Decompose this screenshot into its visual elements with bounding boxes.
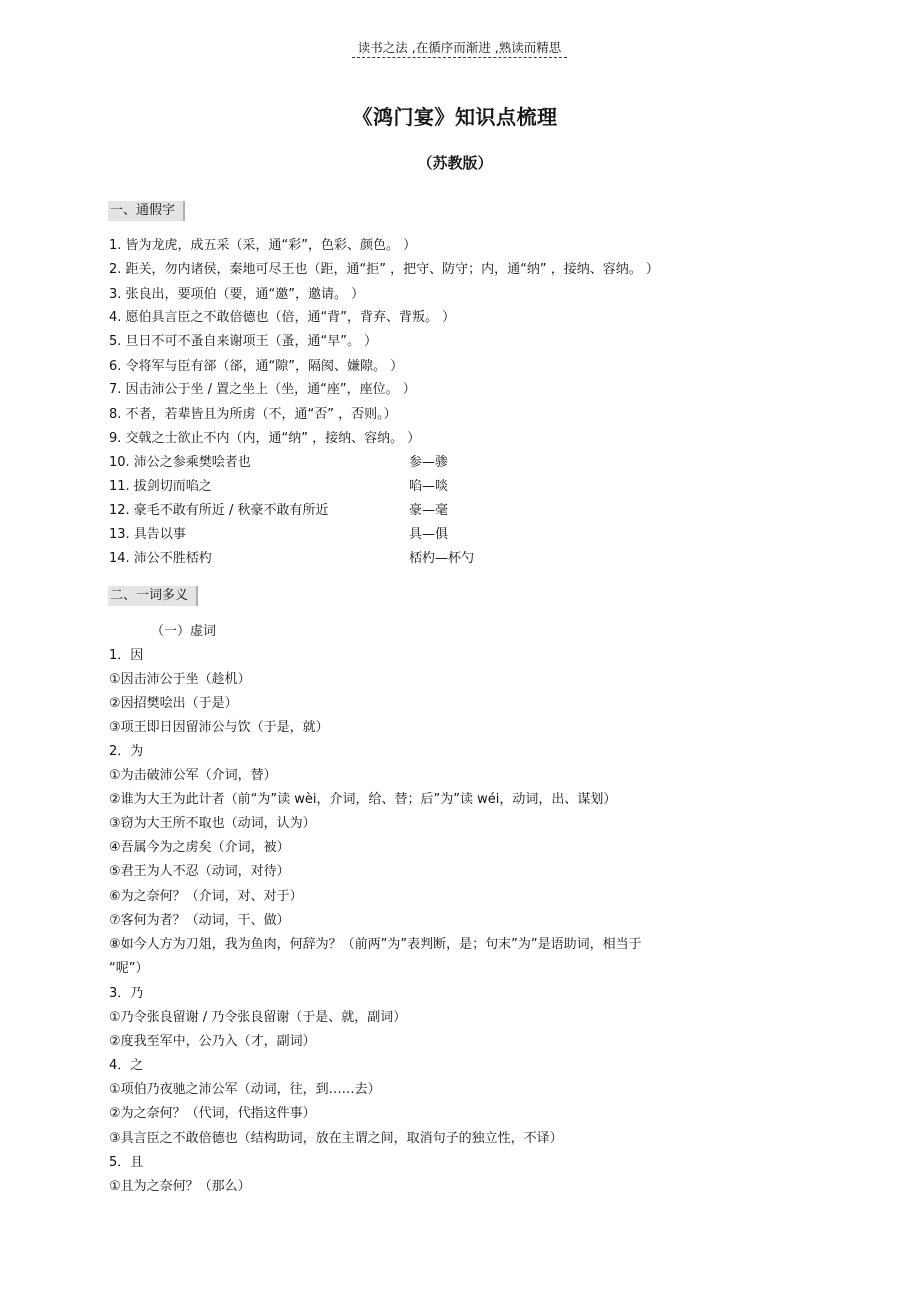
list-item: 3．乃	[109, 986, 144, 1001]
page-header: 读书之法 ,在循序而渐进 ,熟读而精思	[352, 40, 567, 58]
list-item: 12. 豪毛不敢有所近 / 秋豪不敢有所近	[109, 503, 329, 518]
list-item: ⑤君王为人不忍（动词，对待）	[109, 864, 290, 879]
list-item: ②谁为大王为此计者（前“为”读 wèi，介词，给、替；后”为”读 wéi，动词，出、谋划）	[109, 792, 617, 807]
list-item: 4. 愿伯具言臣之不敢倍德也（倍，通“背”，背弃、背叛。 ）	[109, 310, 456, 325]
list-item: 9. 交戟之士欲止不内（内，通“纳” ，接纳、容纳。 ）	[109, 431, 421, 446]
list-item: 2. 距关，勿内诸侯，秦地可尽王也（距，通“拒” ，把守、防守；内，通“纳” ，接纳、容纳。 ）	[109, 262, 659, 277]
list-item: ②因招樊哙出（于是）	[109, 696, 238, 711]
list-item: 8. 不者，若辈皆且为所虏（不，通“否” ，否则。）	[109, 407, 397, 422]
list-item: ②度我至军中，公乃入（才，副词）	[109, 1034, 316, 1049]
list-item: 1．因	[109, 648, 144, 663]
list-item: 4．之	[109, 1058, 144, 1073]
list-item: 11. 拔剑切而啗之	[109, 479, 212, 494]
list-item: ①乃令张良留谢 / 乃令张良留谢（于是、就，副词）	[109, 1010, 407, 1025]
list-item: ①为击破沛公军（介词，替）	[109, 768, 277, 783]
section-heading-tongjiazi: 一、通假字	[108, 201, 185, 221]
list-item: ③具言臣之不敢倍德也（结构助词，放在主谓之间，取消句子的独立性，不译）	[109, 1131, 563, 1146]
list-item: 14. 沛公不胜桮杓	[109, 551, 212, 566]
list-item: ②为之奈何？（代词，代指这件事）	[109, 1106, 316, 1121]
list-item-note: 具—俱	[409, 527, 449, 542]
list-item: 10. 沛公之参乘樊哙者也	[109, 455, 251, 470]
list-item: 5. 旦日不可不蚤自来谢项王（蚤，通“早”。 ）	[109, 334, 378, 349]
list-item: 13. 具告以事	[109, 527, 186, 542]
section-heading-yiciduoyi: 二、一词多义	[108, 586, 198, 606]
page-subtitle: （苏教版）	[417, 154, 493, 172]
list-item: ⑦客何为者？（动词，干、做）	[109, 913, 290, 928]
list-item: 1. 皆为龙虎，成五采（采，通“彩”，色彩、颜色。 ）	[109, 238, 417, 253]
list-item: ①项伯乃夜驰之沛公军（动词，往，到……去）	[109, 1082, 381, 1097]
list-item: ①因击沛公于坐（趁机）	[109, 672, 251, 687]
list-item: 5．且	[109, 1155, 144, 1170]
list-item: ⑥为之奈何？（介词，对、对于）	[109, 889, 303, 904]
list-item-note: 豪—毫	[409, 503, 449, 518]
list-item: 7. 因击沛公于坐 / 置之坐上（坐，通“座”，座位。 ）	[109, 382, 416, 397]
list-item: ③项王即日因留沛公与饮（于是，就）	[109, 720, 329, 735]
list-item-note: 桮杓—杯勺	[409, 551, 475, 566]
list-item-note: 啗—啖	[409, 479, 449, 494]
list-item-note: 参—骖	[409, 455, 449, 470]
subsection-heading: （一）虚词	[151, 624, 217, 639]
list-item: ③窃为大王所不取也（动词，认为）	[109, 816, 316, 831]
list-item: ①且为之奈何？（那么）	[109, 1179, 251, 1194]
list-item: ④吾属今为之虏矣（介词，被）	[109, 840, 290, 855]
list-item: ⑧如今人方为刀俎，我为鱼肉，何辞为？（前两”为”表判断，是；句末”为”是语助词，相当于	[109, 937, 642, 952]
page-title: 《鸿门宴》知识点梳理	[352, 105, 558, 129]
list-item: 6. 令将军与臣有郤（郤，通“隙”，隔阂、嫌隙。 ）	[109, 359, 404, 374]
list-item: “呢”）	[109, 961, 149, 976]
list-item: 3. 张良出，要项伯（要，通“邀”，邀请。 ）	[109, 287, 365, 302]
list-item: 2．为	[109, 744, 144, 759]
